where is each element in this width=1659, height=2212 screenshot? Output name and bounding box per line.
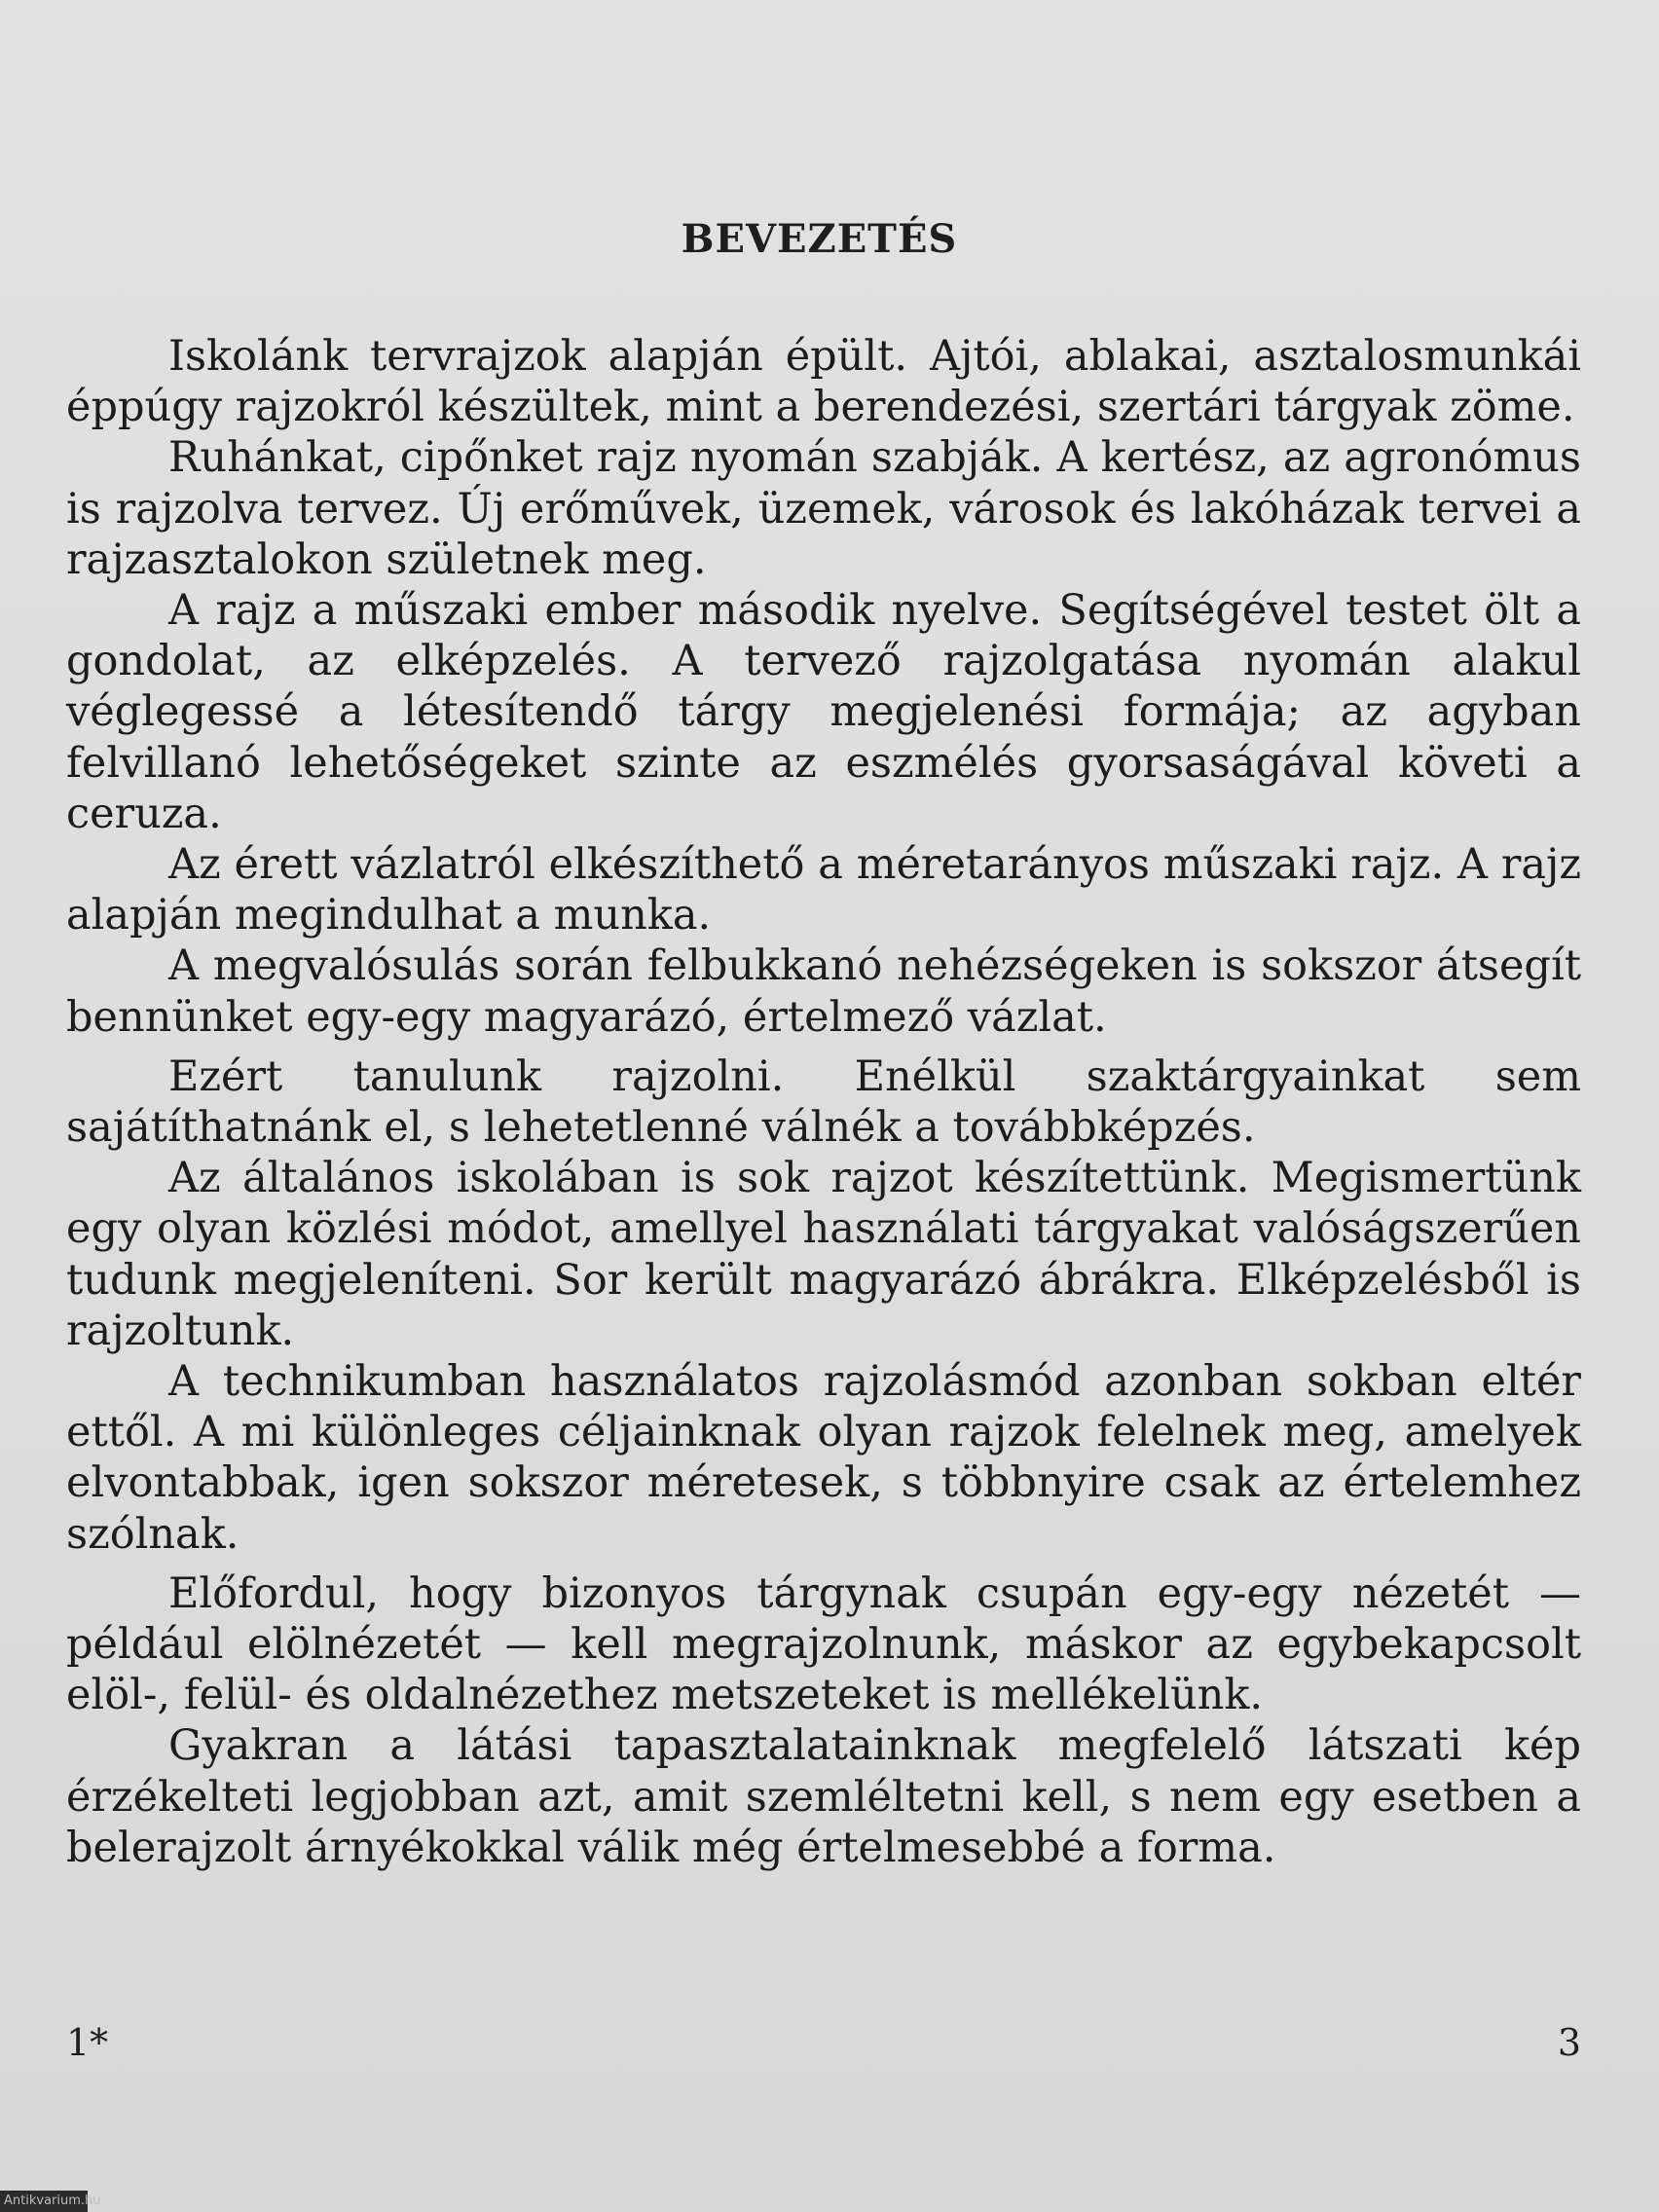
paragraph: A megvalósulás során felbukkanó nehézségeken is sokszor átsegít bennünket egy-egy magyarázó, értelmező vázlat. [66, 941, 1581, 1042]
paragraph: Ezért tanulunk rajzolni. Enélkül szaktárgyainkat sem sajátíthatnánk el, s lehetetlenné válnék a továbbképzés. [66, 1051, 1581, 1153]
page-title: BEVEZETÉS [681, 216, 958, 262]
paragraph: Az érett vázlatról elkészíthető a méretarányos műszaki rajz. A rajz alapján megindulhat a munka. [66, 840, 1581, 940]
body-text [66, 331, 1581, 1873]
watermark: Antikvarium.hu [0, 2191, 88, 2212]
page-number: 3 [1557, 2021, 1581, 2064]
paragraph: Az általános iskolában is sok rajzot készítettünk. Megismertünk egy olyan közlési módot, amellyel használati tárgyakat valóságszerűen tudunk megjeleníteni. Sor került magyarázó ábrákra. Elképzelésből is rajzoltunk. [66, 1154, 1581, 1355]
paragraph: Ruhánkat, cipőnket rajz nyomán szabják. A kertész, az agronómus is rajzolva tervez. Új erőművek, üzemek, városok és lakóházak tervei a rajzasztalokon születnek meg. [66, 433, 1581, 584]
signature-mark: 1* [66, 2021, 109, 2064]
paragraph: Gyakran a látási tapasztalatainknak megfelelő látszati kép érzékelteti legjobban azt, amit szemléltetni kell, s nem egy esetben a belerajzolt árnyékokkal válik még értelmesebbé a forma. [66, 1721, 1581, 1872]
paragraph: Iskolánk tervrajzok alapján épült. Ajtói, ablakai, asztalosmunkái éppúgy rajzokról készültek, mint a berendezési, szertári tárgyak zöme. [66, 332, 1581, 432]
paragraph: A rajz a műszaki ember második nyelve. Segítségével testet ölt a gondolat, az elképzelés. A tervező rajzolgatása nyomán alakul véglegessé a létesítendő tárgy megjelenési formája; az agyban felvillanó lehetőségeket szinte az eszmélés gyorsaságával követi a ceruza. [66, 586, 1581, 838]
paragraph: A technikumban használatos rajzolásmód azonban sokban eltér ettől. A mi különleges céljainknak olyan rajzok felelnek meg, amelyek elvontabbak, igen sokszor méretesek, s többnyire csak az értelemhez szólnak. [66, 1357, 1581, 1559]
paragraph: Előfordul, hogy bizonyos tárgynak csupán egy-egy nézetét — például elölnézetét — kell megrajzolnunk, máskor az egybekapcsolt elöl-, felül- és oldalnézethez metszeteket is mellékelünk. [66, 1568, 1581, 1720]
